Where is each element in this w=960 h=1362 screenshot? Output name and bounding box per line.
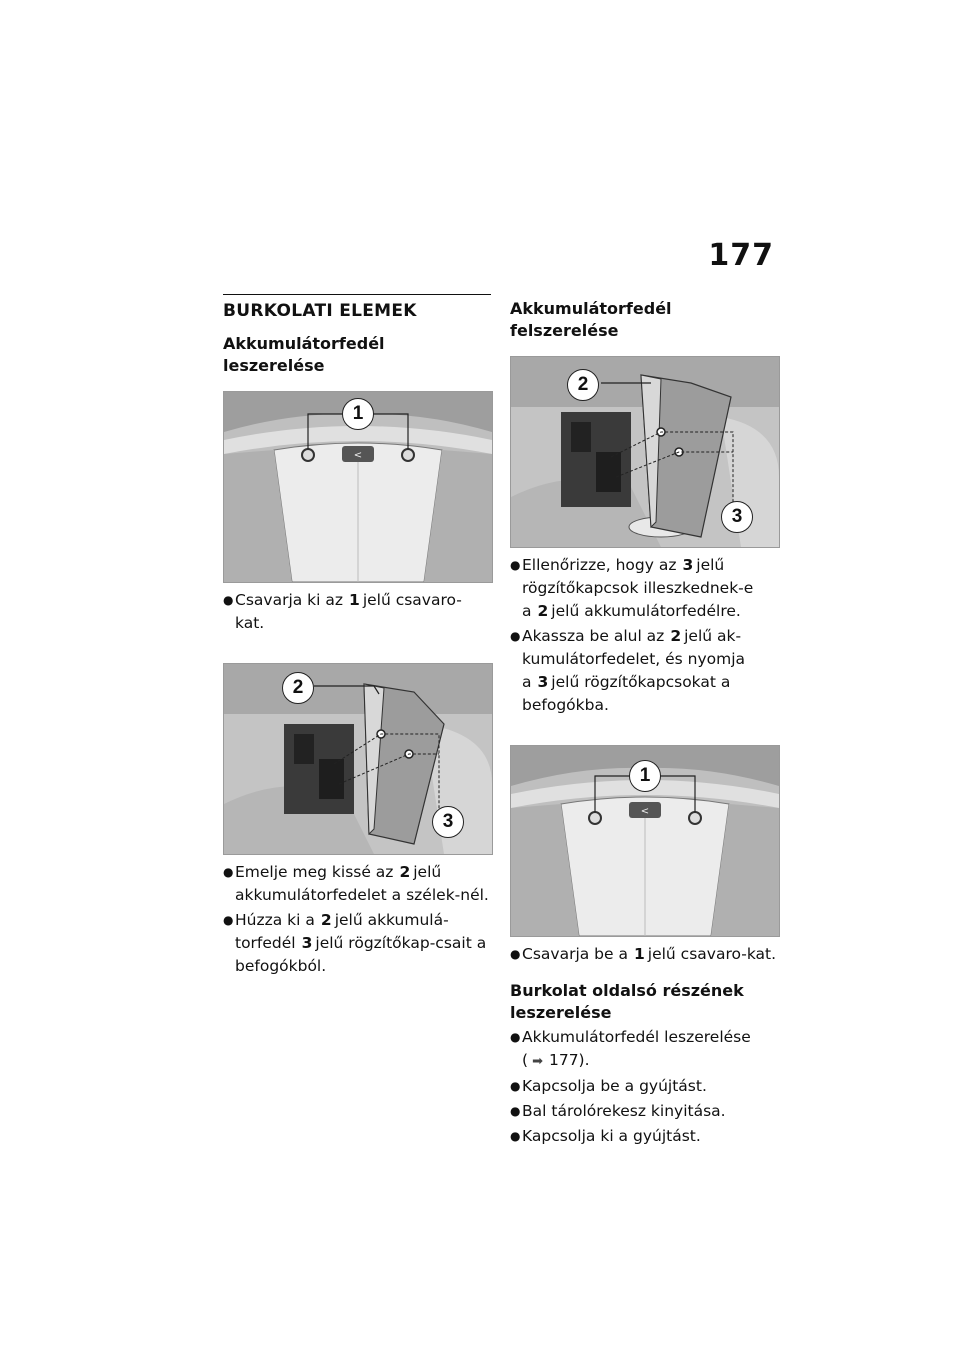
subtitle-cover-install: Akkumulátorfedél felszerelése bbox=[510, 299, 672, 340]
subtitle-side-panel-removal: Burkolat oldalsó részének leszerelése bbox=[510, 981, 744, 1022]
callout-2: 2 bbox=[282, 672, 314, 704]
callout-1: 1 bbox=[342, 398, 374, 430]
list-item: ● Kapcsolja ki a gyújtást. bbox=[510, 1125, 778, 1148]
figure-cover-install bbox=[510, 356, 780, 548]
list-item: ● Ellenőrizze, hogy az 3 jelű rögzítőkapcsok illeszkednek-e a 2 jelű akkumulátorfedélre. bbox=[510, 556, 754, 620]
figure-cover-lift bbox=[223, 663, 493, 855]
steps-list-4 bbox=[510, 943, 778, 966]
page-reference-link[interactable]: ( ➡ 177). bbox=[522, 1051, 590, 1069]
bullet-icon: ● bbox=[510, 629, 521, 643]
left-column bbox=[223, 292, 491, 980]
page-number: 177 bbox=[708, 238, 774, 273]
callout-3: 3 bbox=[432, 806, 464, 838]
svg-text:<: < bbox=[353, 450, 363, 461]
bullet-icon: ● bbox=[510, 558, 521, 572]
right-column bbox=[510, 292, 778, 1150]
list-item: ● Csavarja ki az 1 jelű csavaro-kat. bbox=[223, 591, 462, 632]
list-item: ● Kapcsolja be a gyújtást. bbox=[510, 1075, 778, 1098]
steps-list-5 bbox=[510, 1026, 778, 1148]
callout-2: 2 bbox=[567, 369, 599, 401]
figure-screws bbox=[223, 391, 493, 583]
steps-list-1 bbox=[223, 589, 491, 635]
section-title: BURKOLATI ELEMEK bbox=[223, 294, 491, 321]
bullet-icon: ● bbox=[510, 1079, 521, 1093]
bullet-icon: ● bbox=[223, 865, 234, 879]
steps-list-2 bbox=[223, 861, 491, 978]
list-item: ● Akkumulátorfedél leszerelése ( ➡ 177). bbox=[510, 1026, 778, 1073]
callout-1: 1 bbox=[629, 760, 661, 792]
steps-list-3 bbox=[510, 554, 778, 717]
bullet-icon: ● bbox=[510, 1030, 521, 1044]
bullet-icon: ● bbox=[223, 593, 234, 607]
arrow-right-icon: ➡ bbox=[532, 1054, 543, 1069]
bullet-icon: ● bbox=[510, 1104, 521, 1118]
list-item: ● Húzza ki a 2 jelű akkumulá-torfedél 3 jelű rögzítőkap-csait a befogókból. bbox=[223, 911, 487, 975]
bullet-icon: ● bbox=[510, 947, 521, 961]
list-item: ● Emelje meg kissé az 2 jelű akkumulátorfedelet a szélek-nél. bbox=[223, 863, 489, 904]
subtitle-cover-removal: Akkumulátorfedél leszerelése bbox=[223, 334, 385, 375]
list-item: ● Bal tárolórekesz kinyitása. bbox=[510, 1100, 778, 1123]
figure-screws-install bbox=[510, 745, 780, 937]
bullet-icon: ● bbox=[223, 913, 234, 927]
callout-3: 3 bbox=[721, 501, 753, 533]
svg-text:<: < bbox=[640, 806, 650, 817]
list-item: ● Csavarja be a 1 jelű csavaro-kat. bbox=[510, 943, 778, 966]
bullet-icon: ● bbox=[510, 1129, 521, 1143]
list-item: ● Akassza be alul az 2 jelű ak-kumulátorfedelet, és nyomja a 3 jelű rögzítőkapcsokat a befogókba. bbox=[510, 627, 746, 714]
